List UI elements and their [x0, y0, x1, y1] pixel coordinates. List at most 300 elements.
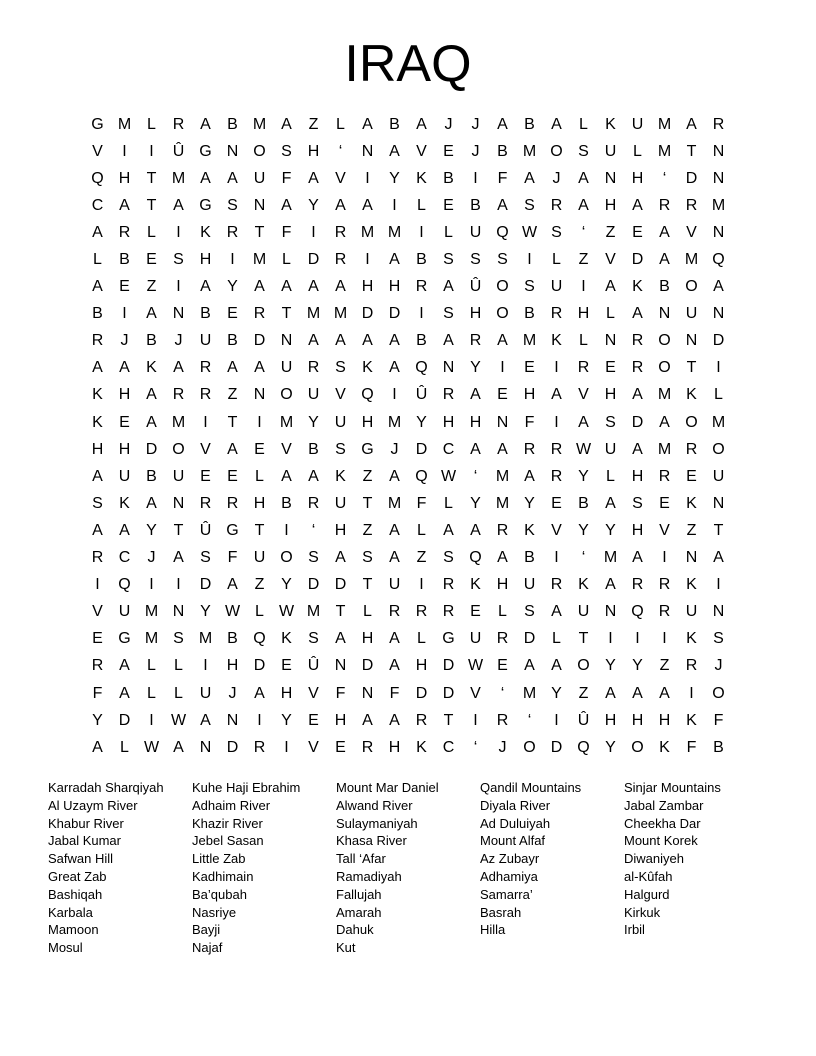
grid-letter[interactable]: A [389, 521, 400, 539]
grid-letter[interactable]: U [118, 603, 131, 621]
grid-letter[interactable]: J [471, 142, 480, 160]
grid-letter[interactable]: A [335, 332, 346, 350]
grid-letter[interactable]: B [524, 115, 535, 133]
grid-letter[interactable]: M [657, 142, 672, 160]
grid-letter[interactable]: M [144, 630, 159, 648]
grid-letter[interactable]: Y [632, 657, 643, 675]
grid-letter[interactable]: T [173, 521, 184, 539]
grid-letter[interactable]: E [470, 603, 481, 621]
grid-letter[interactable]: Z [578, 251, 589, 269]
grid-letter[interactable]: R [91, 332, 104, 350]
grid-letter[interactable]: D [712, 332, 725, 350]
grid-letter[interactable]: W [143, 738, 160, 756]
grid-letter[interactable]: K [686, 630, 697, 648]
grid-letter[interactable]: A [119, 196, 130, 214]
grid-letter[interactable]: S [497, 251, 508, 269]
grid-letter[interactable]: H [577, 305, 590, 323]
grid-letter[interactable]: F [497, 169, 508, 187]
grid-letter[interactable]: ‘ [581, 223, 586, 241]
grid-letter[interactable]: T [254, 521, 265, 539]
grid-letter[interactable]: Q [91, 169, 104, 187]
grid-letter[interactable]: Û [415, 386, 428, 404]
grid-letter[interactable]: Z [605, 223, 616, 241]
grid-letter[interactable]: M [603, 549, 618, 567]
grid-letter[interactable]: I [176, 576, 181, 594]
grid-letter[interactable]: R [658, 196, 671, 214]
grid-letter[interactable]: R [550, 305, 563, 323]
grid-letter[interactable]: Y [470, 359, 481, 377]
grid-letter[interactable]: Û [172, 142, 185, 160]
grid-letter[interactable]: A [443, 278, 454, 296]
grid-letter[interactable]: Y [524, 494, 535, 512]
grid-letter[interactable]: H [253, 494, 266, 512]
grid-letter[interactable]: N [253, 196, 266, 214]
grid-letter[interactable]: A [281, 115, 292, 133]
grid-letter[interactable]: M [711, 413, 726, 431]
grid-letter[interactable]: N [685, 332, 698, 350]
grid-letter[interactable]: K [578, 576, 589, 594]
grid-letter[interactable]: G [442, 630, 455, 648]
grid-letter[interactable]: Y [605, 738, 616, 756]
grid-letter[interactable]: M [306, 305, 321, 323]
grid-letter[interactable]: A [632, 684, 643, 702]
grid-letter[interactable]: I [419, 576, 424, 594]
grid-letter[interactable]: K [605, 115, 616, 133]
grid-letter[interactable]: A [389, 251, 400, 269]
grid-letter[interactable]: D [361, 657, 374, 675]
grid-letter[interactable]: G [361, 440, 374, 458]
grid-letter[interactable]: D [118, 711, 131, 729]
grid-letter[interactable]: ‘ [338, 142, 343, 160]
grid-letter[interactable]: H [469, 413, 482, 431]
grid-letter[interactable]: A [146, 386, 157, 404]
grid-letter[interactable]: A [632, 196, 643, 214]
grid-letter[interactable]: N [712, 494, 725, 512]
grid-letter[interactable]: D [253, 657, 266, 675]
grid-letter[interactable]: Z [227, 386, 238, 404]
grid-letter[interactable]: S [632, 494, 643, 512]
grid-letter[interactable]: E [632, 223, 643, 241]
grid-letter[interactable]: J [120, 332, 129, 350]
grid-letter[interactable]: U [469, 630, 482, 648]
grid-letter[interactable]: R [334, 223, 347, 241]
grid-letter[interactable]: A [389, 657, 400, 675]
grid-letter[interactable]: R [577, 359, 590, 377]
grid-letter[interactable]: F [227, 549, 238, 567]
grid-letter[interactable]: L [444, 494, 453, 512]
grid-letter[interactable]: L [579, 115, 588, 133]
grid-letter[interactable]: R [118, 223, 131, 241]
grid-letter[interactable]: I [257, 413, 262, 431]
grid-letter[interactable]: I [635, 630, 640, 648]
grid-letter[interactable]: V [470, 684, 481, 702]
grid-letter[interactable]: R [253, 738, 266, 756]
grid-letter[interactable]: A [524, 467, 535, 485]
grid-letter[interactable]: Y [200, 603, 211, 621]
grid-letter[interactable]: F [389, 684, 400, 702]
grid-letter[interactable]: H [604, 711, 617, 729]
grid-letter[interactable]: J [174, 332, 183, 350]
grid-letter[interactable]: G [91, 115, 104, 133]
grid-letter[interactable]: E [335, 738, 346, 756]
grid-letter[interactable]: A [389, 630, 400, 648]
grid-letter[interactable]: A [92, 738, 103, 756]
grid-letter[interactable]: N [442, 359, 455, 377]
grid-letter[interactable]: A [497, 440, 508, 458]
grid-letter[interactable]: A [551, 603, 562, 621]
grid-letter[interactable]: N [280, 332, 293, 350]
grid-letter[interactable]: T [443, 711, 454, 729]
grid-letter[interactable]: I [230, 251, 235, 269]
grid-letter[interactable]: A [605, 684, 616, 702]
grid-letter[interactable]: J [147, 549, 156, 567]
grid-letter[interactable]: T [146, 169, 157, 187]
grid-letter[interactable]: T [686, 359, 697, 377]
grid-letter[interactable]: Y [578, 521, 589, 539]
grid-letter[interactable]: A [389, 142, 400, 160]
grid-letter[interactable]: A [173, 196, 184, 214]
grid-letter[interactable]: D [631, 251, 644, 269]
grid-letter[interactable]: H [118, 440, 131, 458]
grid-letter[interactable]: I [149, 576, 154, 594]
grid-letter[interactable]: A [308, 332, 319, 350]
grid-letter[interactable]: A [578, 196, 589, 214]
grid-letter[interactable]: A [362, 196, 373, 214]
grid-letter[interactable]: L [579, 332, 588, 350]
grid-letter[interactable]: K [686, 494, 697, 512]
grid-letter[interactable]: B [146, 467, 157, 485]
grid-letter[interactable]: A [659, 223, 670, 241]
grid-letter[interactable]: R [361, 738, 374, 756]
grid-letter[interactable]: R [550, 440, 563, 458]
grid-letter[interactable]: V [686, 223, 697, 241]
grid-letter[interactable]: U [712, 467, 725, 485]
grid-letter[interactable]: A [173, 549, 184, 567]
grid-letter[interactable]: M [144, 603, 159, 621]
grid-letter[interactable]: O [550, 142, 563, 160]
grid-letter[interactable]: R [307, 359, 320, 377]
grid-letter[interactable]: I [95, 576, 100, 594]
grid-letter[interactable]: I [122, 305, 127, 323]
grid-letter[interactable]: I [689, 684, 694, 702]
grid-letter[interactable]: M [306, 603, 321, 621]
grid-letter[interactable]: A [659, 684, 670, 702]
grid-letter[interactable]: Z [578, 684, 589, 702]
grid-letter[interactable]: H [334, 521, 347, 539]
grid-letter[interactable]: A [146, 413, 157, 431]
grid-letter[interactable]: C [442, 738, 455, 756]
grid-letter[interactable]: U [388, 576, 401, 594]
grid-letter[interactable]: D [334, 576, 347, 594]
grid-letter[interactable]: I [176, 278, 181, 296]
grid-letter[interactable]: F [524, 413, 535, 431]
grid-letter[interactable]: A [389, 711, 400, 729]
grid-letter[interactable]: K [524, 521, 535, 539]
grid-letter[interactable]: Q [415, 359, 428, 377]
grid-letter[interactable]: R [469, 332, 482, 350]
grid-letter[interactable]: U [685, 603, 698, 621]
grid-letter[interactable]: S [713, 630, 724, 648]
grid-letter[interactable]: L [120, 738, 129, 756]
grid-letter[interactable]: R [415, 711, 428, 729]
grid-letter[interactable]: Q [712, 251, 725, 269]
grid-letter[interactable]: A [632, 549, 643, 567]
grid-letter[interactable]: A [92, 223, 103, 241]
grid-letter[interactable]: I [554, 711, 559, 729]
grid-letter[interactable]: M [522, 142, 537, 160]
grid-letter[interactable]: D [226, 738, 239, 756]
grid-letter[interactable]: D [442, 657, 455, 675]
grid-letter[interactable]: N [712, 603, 725, 621]
grid-letter[interactable]: I [176, 223, 181, 241]
grid-letter[interactable]: E [254, 440, 265, 458]
grid-letter[interactable]: ‘ [473, 467, 478, 485]
grid-letter[interactable]: H [631, 467, 644, 485]
grid-letter[interactable]: B [308, 440, 319, 458]
grid-letter[interactable]: E [227, 467, 238, 485]
grid-letter[interactable]: I [581, 278, 586, 296]
grid-letter[interactable]: A [92, 521, 103, 539]
grid-letter[interactable]: M [252, 115, 267, 133]
grid-letter[interactable]: A [578, 413, 589, 431]
grid-letter[interactable]: A [659, 251, 670, 269]
grid-letter[interactable]: A [146, 305, 157, 323]
grid-letter[interactable]: B [497, 142, 508, 160]
grid-letter[interactable]: A [335, 278, 346, 296]
grid-letter[interactable]: M [657, 440, 672, 458]
grid-letter[interactable]: R [442, 576, 455, 594]
grid-letter[interactable]: L [552, 251, 561, 269]
grid-letter[interactable]: U [253, 549, 266, 567]
grid-letter[interactable]: R [334, 251, 347, 269]
grid-letter[interactable]: A [362, 115, 373, 133]
grid-letter[interactable]: Q [496, 223, 509, 241]
grid-letter[interactable]: N [334, 657, 347, 675]
grid-letter[interactable]: L [147, 657, 156, 675]
grid-letter[interactable]: Y [416, 413, 427, 431]
grid-letter[interactable]: H [280, 684, 293, 702]
grid-letter[interactable]: V [200, 440, 211, 458]
grid-letter[interactable]: A [335, 549, 346, 567]
grid-letter[interactable]: A [119, 657, 130, 675]
grid-letter[interactable]: R [496, 630, 509, 648]
grid-letter[interactable]: V [605, 251, 616, 269]
grid-letter[interactable]: J [552, 169, 561, 187]
grid-letter[interactable]: E [497, 657, 508, 675]
grid-letter[interactable]: U [604, 142, 617, 160]
grid-letter[interactable]: M [279, 413, 294, 431]
grid-letter[interactable]: Û [469, 278, 482, 296]
grid-letter[interactable]: E [605, 359, 616, 377]
grid-letter[interactable]: I [419, 223, 424, 241]
grid-letter[interactable]: A [389, 549, 400, 567]
grid-letter[interactable]: Z [308, 115, 319, 133]
grid-letter[interactable]: D [442, 684, 455, 702]
grid-letter[interactable]: S [551, 223, 562, 241]
grid-letter[interactable]: L [714, 386, 723, 404]
grid-letter[interactable]: A [497, 549, 508, 567]
grid-letter[interactable]: W [278, 603, 295, 621]
grid-letter[interactable]: E [524, 359, 535, 377]
grid-letter[interactable]: K [362, 359, 373, 377]
grid-letter[interactable]: R [658, 467, 671, 485]
grid-letter[interactable]: G [118, 630, 131, 648]
grid-letter[interactable]: A [308, 278, 319, 296]
grid-letter[interactable]: A [605, 278, 616, 296]
grid-letter[interactable]: R [388, 603, 401, 621]
grid-letter[interactable]: N [685, 549, 698, 567]
grid-letter[interactable]: ‘ [473, 738, 478, 756]
grid-letter[interactable]: ‘ [311, 521, 316, 539]
grid-letter[interactable]: L [417, 196, 426, 214]
grid-letter[interactable]: N [712, 305, 725, 323]
grid-letter[interactable]: O [685, 278, 698, 296]
grid-letter[interactable]: L [417, 521, 426, 539]
grid-letter[interactable]: V [281, 440, 292, 458]
grid-letter[interactable]: R [172, 386, 185, 404]
grid-letter[interactable]: R [685, 440, 698, 458]
grid-letter[interactable]: L [444, 223, 453, 241]
grid-letter[interactable]: R [442, 386, 455, 404]
grid-letter[interactable]: L [606, 467, 615, 485]
grid-letter[interactable]: R [226, 223, 239, 241]
grid-letter[interactable]: E [146, 251, 157, 269]
grid-letter[interactable]: Û [307, 657, 320, 675]
grid-letter[interactable]: I [554, 413, 559, 431]
grid-letter[interactable]: T [146, 196, 157, 214]
grid-letter[interactable]: B [389, 115, 400, 133]
grid-letter[interactable]: U [253, 169, 266, 187]
grid-letter[interactable]: D [253, 332, 266, 350]
grid-letter[interactable]: R [496, 711, 509, 729]
grid-letter[interactable]: V [578, 386, 589, 404]
grid-letter[interactable]: ‘ [500, 684, 505, 702]
grid-letter[interactable]: W [575, 440, 592, 458]
grid-letter[interactable]: V [308, 738, 319, 756]
grid-letter[interactable]: I [257, 711, 262, 729]
grid-letter[interactable]: U [334, 494, 347, 512]
grid-letter[interactable]: W [467, 657, 484, 675]
grid-letter[interactable]: A [308, 169, 319, 187]
grid-letter[interactable]: A [578, 169, 589, 187]
grid-letter[interactable]: A [389, 359, 400, 377]
grid-letter[interactable]: A [470, 386, 481, 404]
grid-letter[interactable]: A [713, 278, 724, 296]
grid-letter[interactable]: N [658, 305, 671, 323]
grid-letter[interactable]: R [172, 115, 185, 133]
grid-letter[interactable]: K [146, 359, 157, 377]
grid-letter[interactable]: I [149, 142, 154, 160]
grid-letter[interactable]: T [578, 630, 589, 648]
grid-letter[interactable]: C [442, 440, 455, 458]
grid-letter[interactable]: U [280, 359, 293, 377]
grid-letter[interactable]: E [200, 467, 211, 485]
grid-letter[interactable]: R [631, 359, 644, 377]
grid-letter[interactable]: B [200, 305, 211, 323]
grid-letter[interactable]: S [443, 305, 454, 323]
grid-letter[interactable]: A [551, 386, 562, 404]
grid-letter[interactable]: W [521, 223, 538, 241]
grid-letter[interactable]: Q [415, 467, 428, 485]
grid-letter[interactable]: A [119, 359, 130, 377]
grid-letter[interactable]: A [254, 359, 265, 377]
grid-letter[interactable]: H [496, 576, 509, 594]
grid-letter[interactable]: M [333, 305, 348, 323]
grid-letter[interactable]: E [497, 386, 508, 404]
grid-letter[interactable]: A [470, 521, 481, 539]
grid-letter[interactable]: I [716, 576, 721, 594]
grid-letter[interactable]: U [469, 223, 482, 241]
grid-letter[interactable]: B [227, 332, 238, 350]
grid-letter[interactable]: A [146, 494, 157, 512]
grid-letter[interactable]: E [227, 305, 238, 323]
grid-letter[interactable]: R [253, 305, 266, 323]
grid-letter[interactable]: I [554, 359, 559, 377]
grid-letter[interactable]: ‘ [527, 711, 532, 729]
grid-letter[interactable]: S [362, 549, 373, 567]
grid-letter[interactable]: S [200, 549, 211, 567]
grid-letter[interactable]: H [388, 738, 401, 756]
grid-letter[interactable]: Y [389, 169, 400, 187]
grid-letter[interactable]: H [361, 630, 374, 648]
grid-letter[interactable]: M [387, 223, 402, 241]
grid-letter[interactable]: A [605, 576, 616, 594]
grid-letter[interactable]: E [92, 630, 103, 648]
grid-letter[interactable]: L [93, 251, 102, 269]
grid-letter[interactable]: A [497, 332, 508, 350]
grid-letter[interactable]: R [226, 494, 239, 512]
grid-letter[interactable]: B [524, 305, 535, 323]
grid-letter[interactable]: M [522, 332, 537, 350]
grid-letter[interactable]: H [631, 169, 644, 187]
grid-letter[interactable]: T [713, 521, 724, 539]
grid-letter[interactable]: E [443, 142, 454, 160]
grid-letter[interactable]: S [335, 440, 346, 458]
grid-letter[interactable]: I [365, 169, 370, 187]
grid-letter[interactable]: R [415, 278, 428, 296]
grid-letter[interactable]: R [658, 603, 671, 621]
grid-letter[interactable]: T [281, 305, 292, 323]
grid-letter[interactable]: J [714, 657, 723, 675]
grid-letter[interactable]: W [440, 467, 457, 485]
grid-letter[interactable]: A [524, 657, 535, 675]
grid-letter[interactable]: L [606, 305, 615, 323]
grid-letter[interactable]: N [172, 603, 185, 621]
grid-letter[interactable]: B [713, 738, 724, 756]
grid-letter[interactable]: L [363, 603, 372, 621]
grid-letter[interactable]: M [360, 223, 375, 241]
grid-letter[interactable]: N [712, 169, 725, 187]
grid-letter[interactable]: O [577, 657, 590, 675]
grid-letter[interactable]: B [578, 494, 589, 512]
grid-letter[interactable]: S [524, 603, 535, 621]
grid-letter[interactable]: S [605, 413, 616, 431]
grid-letter[interactable]: J [498, 738, 507, 756]
grid-letter[interactable]: K [470, 576, 481, 594]
grid-letter[interactable]: A [227, 440, 238, 458]
grid-letter[interactable]: B [227, 115, 238, 133]
grid-letter[interactable]: R [442, 603, 455, 621]
grid-letter[interactable]: K [281, 630, 292, 648]
grid-letter[interactable]: U [631, 115, 644, 133]
grid-letter[interactable]: L [255, 603, 264, 621]
grid-letter[interactable]: N [712, 223, 725, 241]
grid-letter[interactable]: M [657, 115, 672, 133]
grid-letter[interactable]: U [604, 440, 617, 458]
grid-letter[interactable]: F [92, 684, 103, 702]
grid-letter[interactable]: N [361, 142, 374, 160]
grid-letter[interactable]: I [284, 521, 289, 539]
